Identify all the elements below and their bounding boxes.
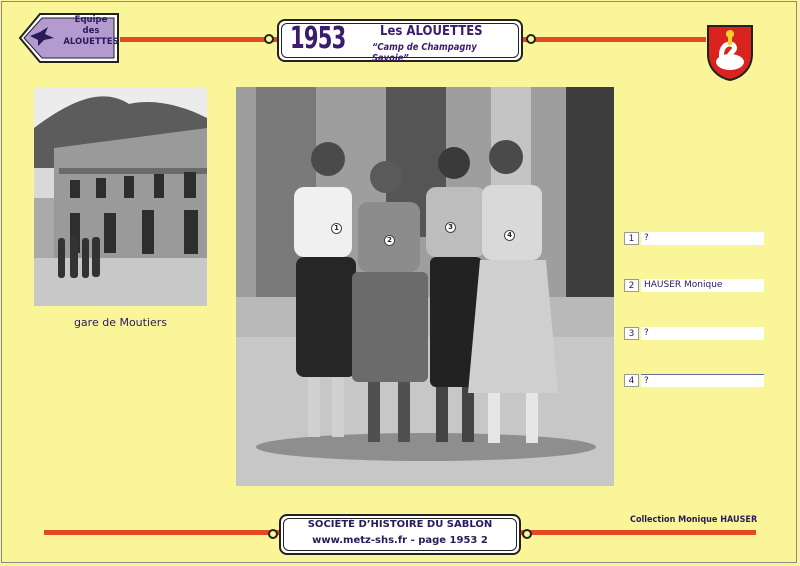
person-name: ? xyxy=(641,374,764,387)
header-rule-right xyxy=(522,37,706,42)
page-title: Les ALOUETTES xyxy=(380,24,483,39)
coat-of-arms-icon xyxy=(706,24,754,82)
person-number: 4 xyxy=(624,374,639,387)
person-row-3 xyxy=(624,327,764,340)
person-name: ? xyxy=(641,327,764,340)
footer-rule-left xyxy=(44,530,280,535)
team-sign xyxy=(18,12,120,64)
person-marker-2: 2 xyxy=(384,235,395,246)
header-rule-left xyxy=(120,37,278,42)
person-row-2 xyxy=(624,279,764,292)
person-number: 3 xyxy=(624,327,639,340)
person-row-4 xyxy=(624,374,764,387)
team-sign-line2: des xyxy=(82,26,100,36)
title-cap-right xyxy=(526,34,536,44)
page-year: 1953 xyxy=(290,21,346,56)
person-marker-4: 4 xyxy=(504,230,515,241)
page-subtitle: “Camp de Champagny Savoie” xyxy=(372,42,477,64)
person-number: 2 xyxy=(624,279,639,292)
team-sign-line1: Equipe xyxy=(74,15,108,25)
station-photo xyxy=(34,88,207,306)
group-photo xyxy=(236,87,614,486)
site-page-link[interactable]: www.metz-shs.fr - page 1953 2 xyxy=(312,535,488,546)
person-name: ? xyxy=(641,232,764,245)
person-row-1 xyxy=(624,232,764,245)
title-cap-left xyxy=(264,34,274,44)
footer-cap-left xyxy=(268,529,278,539)
society-name: SOCIÉTÉ D’HISTOIRE DU SABLON xyxy=(307,519,493,530)
team-sign-text xyxy=(62,15,120,48)
person-marker-1: 1 xyxy=(331,223,342,234)
person-marker-3: 3 xyxy=(445,222,456,233)
team-sign-line3: ALOUETTES xyxy=(63,37,119,47)
footer-cap-right xyxy=(522,529,532,539)
station-photo-caption: gare de Moutiers xyxy=(73,316,168,329)
person-name: HAUSER Monique xyxy=(641,279,764,292)
person-number: 1 xyxy=(624,232,639,245)
collection-credit: Collection Monique HAUSER xyxy=(630,515,758,525)
footer-rule-right xyxy=(520,530,756,535)
